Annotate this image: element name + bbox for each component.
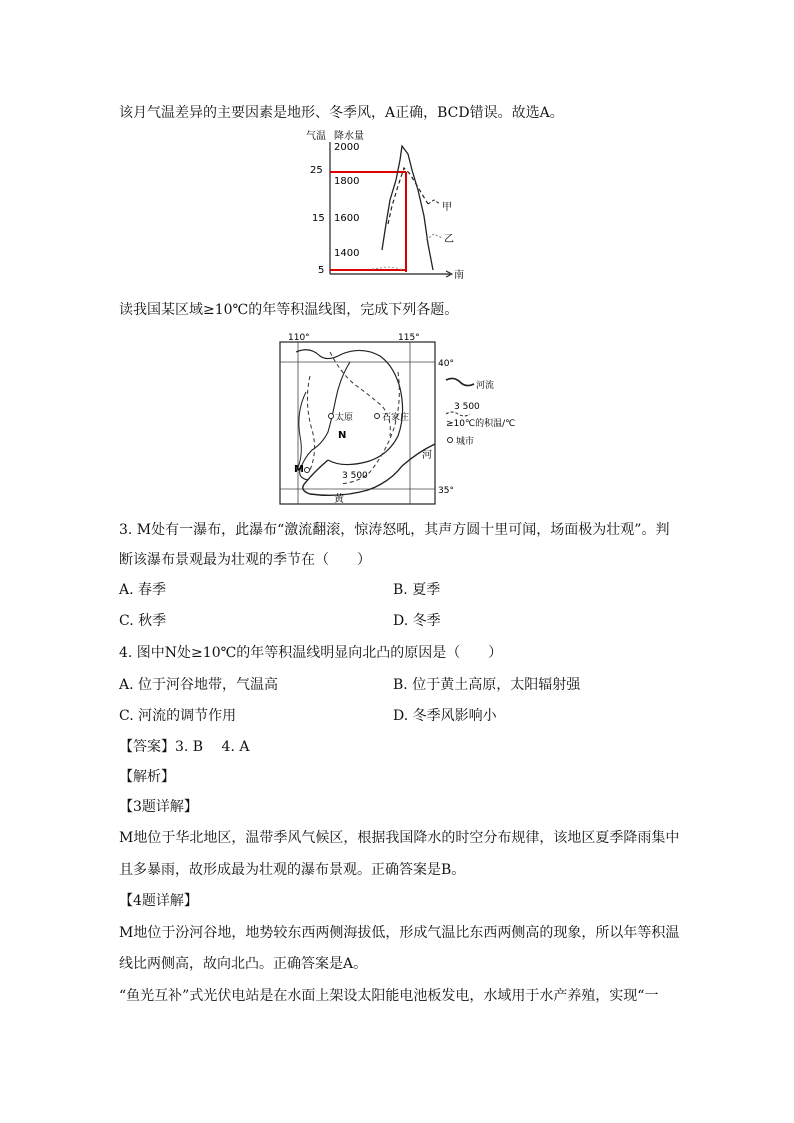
precip-tick: 1800 [334,176,360,187]
legend-river-symbol [446,378,474,385]
detail-4-line1: M地位于汾河谷地，地势较东西两侧海拔低，形成气温比东西两侧高的现象，所以年等积温 [119,925,680,941]
climate-profile-figure [300,128,480,288]
question-4: 4. 图中N处≥10℃的年等积温线明显向北凸的原因是（ ） [119,645,503,661]
precip-tick: 1600 [334,213,360,224]
q3-option-c: C. 秋季 [119,613,167,629]
detail-3-line2: 且多暴雨，故形成最为壮观的瀑布景观。正确答案是B。 [119,862,466,878]
city-marker [329,414,334,419]
legend-iso-text: ≥10℃的积温/℃ [446,419,516,429]
q4-option-b: B. 位于黄土高原，太阳辐射强 [393,677,581,693]
analysis-heading: 【解析】 [119,769,175,785]
legend-city-symbol [448,438,453,443]
latitude-label: 40° [438,359,454,369]
isotherm-label: 3 500 [342,471,368,481]
legend-iso-value: 3 500 [454,402,480,412]
q3-option-a: A. 春季 [119,582,167,598]
detail-3-heading: 【3题详解】 [119,799,198,815]
point-m-marker [305,468,310,473]
text-line: 该月气温差异的主要因素是地形、冬季风，A正确，BCD错误。故选A。 [119,105,564,121]
river-label: 黄 [334,494,344,505]
curve-jia-label: 甲 [442,202,452,213]
q3-option-d: D. 冬季 [393,613,441,629]
legend-river-label: 河流 [476,381,495,391]
accumulated-temperature-map [270,332,520,508]
text-line: 读我国某区域≥10℃的年等积温线图，完成下列各题。 [119,302,459,318]
answer-line: 【答案】3. B 4. A [119,739,250,755]
legend-isotherm-symbol [446,412,470,416]
latitude-label: 35° [438,486,454,496]
city-taiyuan-label: 太原 [335,413,354,423]
question-3-line1: 3. M处有一瀑布，此瀑布“激流翻滚，惊涛怒吼，其声方圆十里可闻，场面极为壮观”。判 [119,522,670,538]
temp-tick: 25 [310,165,323,176]
temp-axis-label: 气温 [306,131,326,142]
q3-option-b: B. 夏季 [393,582,441,598]
temp-tick: 5 [318,265,325,276]
temp-tick: 15 [312,213,325,224]
detail-3-line1: M地位于华北地区，温带季风气候区，根据我国降水的时空分布规律，该地区夏季降雨集中 [119,830,680,846]
detail-4-heading: 【4题详解】 [119,893,198,909]
precip-tick: 2000 [334,142,360,153]
precip-axis-label: 降水量 [334,131,364,142]
city-marker [375,414,380,419]
question-3-line2: 断该瀑布景观最为壮观的季节在（ ） [119,552,371,568]
longitude-label: 110° [288,333,310,343]
legend-city-label: 城市 [456,437,475,447]
longitude-label: 115° [398,333,420,343]
detail-4-line2: 线比两侧高，故向北凸。正确答案是A。 [119,956,368,972]
point-n-label: N [338,430,347,441]
precip-tick: 1400 [334,248,360,259]
next-passage-line: “鱼光互补”式光伏电站是在水面上架设太阳能电池板发电，水域用于水产养殖，实现“一 [119,988,659,1004]
q4-option-a: A. 位于河谷地带，气温高 [119,677,279,693]
curve-yi-label: 乙 [444,234,454,245]
q4-option-c: C. 河流的调节作用 [119,708,237,724]
south-label: 南 [454,270,464,281]
point-m-label: M [294,464,304,475]
river-label: 河 [422,450,432,461]
city-shijiazhuang-label: 石家庄 [382,413,410,423]
q4-option-d: D. 冬季风影响小 [393,708,497,724]
